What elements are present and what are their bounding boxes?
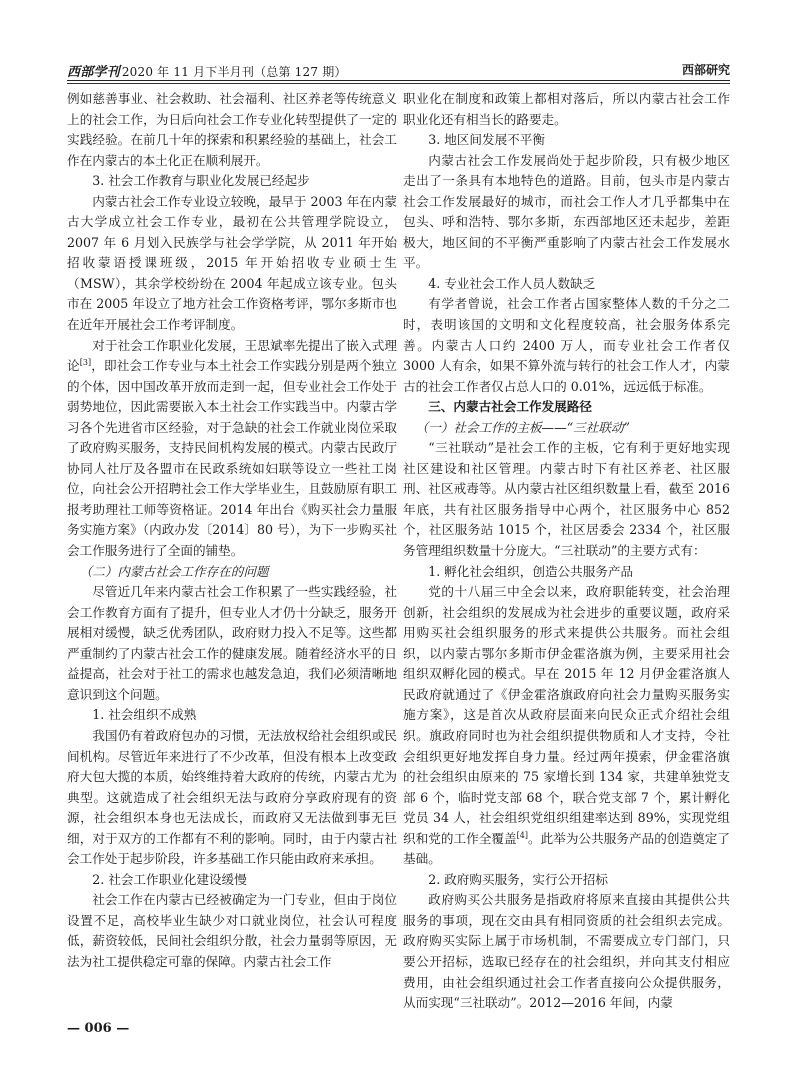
- page-number: — 006 —: [67, 1021, 130, 1036]
- right-column: [403, 89, 730, 1014]
- paragraph: 职业化在制度和政策上都相对落后，所以内蒙古社会工作职业化还有相当长的路要走。: [403, 91, 730, 127]
- subheading: 4. 专业社会工作人员人数缺乏: [428, 275, 596, 291]
- issue-info: 2020 年 11 月下半月刊（总第 127 期）: [121, 65, 347, 79]
- paragraph: 内蒙古社会工作发展尚处于起步阶段，只有极少地区走出了一条具有本地特色的道路。目前，包头市是内蒙古社会工作发展最好的城市，而社会工作人才几乎都集中在包头、呼和浩特、鄂尔多斯，东西部地区还未起步，差距极大，地区间的不平衡严重影响了内蒙古社会工作发展水平。: [403, 152, 730, 271]
- header-rule-thin: [67, 83, 730, 84]
- paragraph: 内蒙古社会工作专业设立较晚，最早于 2003 年在内蒙古大学成立社会工作专业，最初在公共管理学院设立，2007 年 6 月划入民族学与社会学学院，从 2011 年开始招收蒙语授课班级，2015 年开始招收专业硕士生（MSW），其余学校纷纷在 2004 年起成立该专业。包头市在 2005 年设立了地方社会工作资格考评，鄂尔多斯市也在近年开展社会工作考评制度。: [67, 193, 397, 333]
- running-header: [67, 60, 730, 80]
- citation-marker: [4]: [516, 830, 528, 840]
- paragraph: 尽管近几年来内蒙古社会工作积累了一些实践经验，社会工作教育方面有了提升，但专业人才仍十分缺乏，服务开展相对缓慢，缺乏优秀团队，政府财力投入不足等。这些都严重制约了内蒙古社会工作的健康发展。随着经济水平的日益提高，社会对于社工的需求也越发急迫，我们必须清晰地意识到这个问题。: [67, 584, 397, 702]
- paragraph: 政府购买公共服务是指政府将原来直接由其提供公共服务的事项，现在交由具有相同资质的社会组织去完成。政府购买实际上属于市场机制，不需要成立专门部门，只要公开招标，选取已经存在的社会组织，并向其支付相应费用，由社会组织通过社会工作者直接向公众提供服务，从而实现“三社联动”。2012—2016 年间，内蒙: [403, 892, 730, 1011]
- header-rule: [67, 80, 730, 81]
- paragraph: 社会工作在内蒙古已经被确定为一门专业，但由于岗位设置不足，高校毕业生缺少对口就业岗位，社会认可程度低，薪资较低，民间社会组织分散，社会力量弱等原因，无法为社工提供稳定可靠的保障。内蒙古社会工作: [67, 892, 397, 969]
- paragraph: “三社联动”是社会工作的主板，它有利于更好地实现社区建设和社区管理。内蒙古时下有社区养老、社区服刑、社区戒毒等。从内蒙古社区组织数量上看，截至 2016 年底，共有社区服务指导中心两个，社区服务中心 852 个，社区服务站 1015 个，社区居委会 2334 个，社区服务管理组织数量十分庞大。“三社联动”的主要方式有：: [403, 440, 730, 559]
- subheading: 1. 社会组织不成熟: [92, 707, 197, 723]
- subsection-heading: （二）内蒙古社会工作存在的问题: [79, 563, 269, 579]
- subheading: 1. 孵化社会组织，创造公共服务产品: [428, 563, 634, 579]
- header-journal-issue: [67, 61, 347, 80]
- section-title: 西部研究: [681, 63, 730, 77]
- journal-logo: 西部学刊: [67, 65, 120, 80]
- paragraph: 党的十八届三中全会以来，政府职能转变，社会治理创新，社会组织的发展成为社会进步的重要议题，政府采用购买社会组织服务的形式来提供公共服务。而社会组织，以内蒙古鄂尔多斯市伊金霍洛旗为例，主要采用社会组织双孵化园的模式。早在 2015 年 12 月伊金霍洛旗人民政府就通过了《伊金霍洛旗政府向社会力量购买服务实施方案》，这是首次从政府层面来向民众正式介绍社会组织。旗政府同时也为社会组织提供物质和人才支持，令社会组织更好地发挥自身力量。经过两年摸索，伊金霍洛旗的社会组织由原来的 75 家增长到 134 家，共建单独党支部 6 个，临时党支部 68 个，联合党支部 7 个，累计孵化党员 34 人，社会组织党组织组建率达到 89%，实现党组织和党的工作全覆盖[4]。此举为公共服务产品的创造奠定了基础。: [403, 584, 731, 867]
- subheading: 2. 社会工作职业化建设缓慢: [92, 871, 247, 887]
- paragraph: 对于社会工作职业化发展，王思斌率先提出了嵌入式理论[3]，即社会工作专业与本土社会工作实践分别是两个独立的个体，因中国改革开放而走到一起，但专业社会工作处于弱势地位，因此需要嵌入本土社会工作实践当中。内蒙古学习各个先进省市区经验，对于急缺的社会工作就业岗位采取了政府购买服务，支持民间机构发展的模式。内蒙古民政厅协同人社厅及各盟市在民政系统如妇联等设立一些社工岗位，向社会公开招聘社会工作大学毕业生，且鼓励原有职工报考助理社工师等资格证。2014 年出台《购买社会力量服务实施方案》（内政办发〔2014〕80 号），为下一步购买社会工作服务进行了全面的铺垫。: [67, 337, 398, 559]
- subheading: 3. 社会工作教育与职业化发展已经起步: [92, 173, 310, 189]
- subheading: 3. 地区间发展不平衡: [428, 132, 545, 148]
- left-column: [67, 89, 397, 973]
- subsection-heading: （一）社会工作的主板——“三社联动”: [415, 419, 630, 435]
- section-heading: 三、内蒙古社会工作发展路径: [428, 399, 592, 415]
- subheading: 2. 政府购买服务，实行公开招标: [428, 871, 608, 887]
- paragraph: 我国仍有着政府包办的习惯，无法放权给社会组织或民间机构。尽管近年来进行了不少改革，但没有根本上改变政府大包大揽的本质，始终维持着大政府的传统，内蒙古尤为典型。这就造成了社会组织无法与政府分享政府现有的资源，社会组织本身也无法成长，而政府又无法做到事无巨细，对于双方的工作都有不利的影响。同时，由于内蒙古社会工作处于起步阶段，许多基础工作只能由政府来承担。: [67, 727, 397, 867]
- paragraph: 有学者曾说，社会工作者占国家整体人数的千分之二时，表明该国的文明和文化程度较高，社会服务体系完善。内蒙古人口约 2400 万人，而专业社会工作者仅 3000 人有余，如果不算外流与转行的社会工作人才，内蒙古的社会工作者仅占总人口的 0.01%，远远低于标准。: [403, 296, 730, 394]
- paragraph: 例如慈善事业、社会救助、社会福利、社区养老等传统意义上的社会工作，为日后向社会工作专业化转型提供了一定的实践经验。在前几十年的探索和积累经验的基础上，社会工作在内蒙古的本土化正在顺利展开。: [67, 91, 397, 168]
- citation-marker: [3]: [79, 357, 92, 367]
